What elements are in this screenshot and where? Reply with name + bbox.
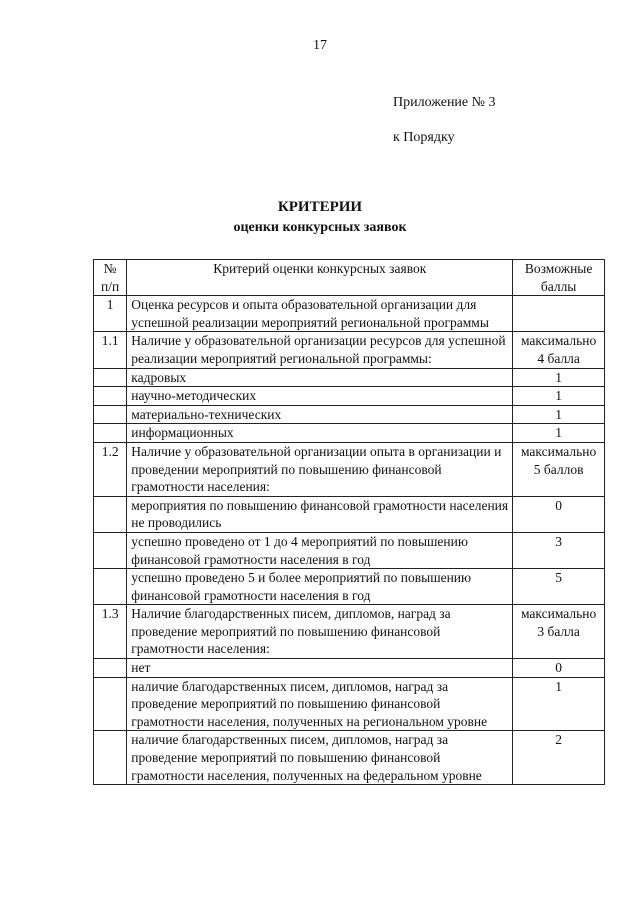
row-num: 1 — [94, 296, 127, 332]
row-points: 1 — [513, 677, 605, 731]
row-num — [94, 569, 127, 605]
row-criterion: научно-методических — [127, 387, 513, 406]
table-row — [94, 332, 605, 368]
header-criterion: Критерий оценки конкурсных заявок — [127, 260, 513, 296]
row-points: 5 — [513, 569, 605, 605]
table-row — [94, 532, 605, 568]
table-row — [94, 442, 605, 496]
table-row — [94, 659, 605, 678]
table-row — [94, 677, 605, 731]
appendix-title: Приложение № 3 — [393, 95, 496, 110]
appendix-subtitle: к Порядку — [393, 130, 455, 145]
table-row — [94, 569, 605, 605]
table-row — [94, 387, 605, 406]
row-points: максимально 5 баллов — [513, 442, 605, 496]
header-points: Возможные баллы — [513, 260, 605, 296]
table-row — [94, 731, 605, 785]
row-criterion: Наличие благодарственных писем, дипломов, наград за проведение мероприятий по повышению финансовой грамотности населения: — [127, 605, 513, 659]
row-points: 1 — [513, 368, 605, 387]
row-num: 1.2 — [94, 442, 127, 496]
row-criterion: кадровых — [127, 368, 513, 387]
table-row — [94, 368, 605, 387]
row-num: 1.1 — [94, 332, 127, 368]
row-criterion: мероприятия по повышению финансовой грамотности населения не проводились — [127, 496, 513, 532]
page-number: 17 — [313, 38, 327, 53]
row-num — [94, 532, 127, 568]
row-criterion: успешно проведено от 1 до 4 мероприятий по повышению финансовой грамотности населения в год — [127, 532, 513, 568]
table-row — [94, 405, 605, 424]
table-row — [94, 424, 605, 443]
row-num — [94, 496, 127, 532]
row-num — [94, 424, 127, 443]
row-points: 0 — [513, 496, 605, 532]
row-num — [94, 405, 127, 424]
row-criterion: наличие благодарственных писем, дипломов, наград за проведение мероприятий по повышению финансовой грамотности населения, полученных на региональном уровне — [127, 677, 513, 731]
row-points: 1 — [513, 405, 605, 424]
row-points: максимально 3 балла — [513, 605, 605, 659]
table-row — [94, 496, 605, 532]
document-title: КРИТЕРИИ — [277, 199, 363, 215]
row-points: 1 — [513, 424, 605, 443]
table-header-row — [94, 260, 605, 296]
row-criterion: информационных — [127, 424, 513, 443]
document-subtitle: оценки конкурсных заявок — [233, 220, 407, 235]
row-num — [94, 731, 127, 785]
row-num — [94, 677, 127, 731]
row-num: 1.3 — [94, 605, 127, 659]
row-criterion: успешно проведено 5 и более мероприятий по повышению финансовой грамотности населения в год — [127, 569, 513, 605]
row-num — [94, 659, 127, 678]
row-criterion: материально-технических — [127, 405, 513, 424]
row-points: 2 — [513, 731, 605, 785]
header-num: № п/п — [94, 260, 127, 296]
row-criterion: нет — [127, 659, 513, 678]
row-points: 3 — [513, 532, 605, 568]
row-num — [94, 368, 127, 387]
row-criterion: наличие благодарственных писем, дипломов, наград за проведение мероприятий по повышению финансовой грамотности населения, полученных на федеральном уровне — [127, 731, 513, 785]
row-points: 1 — [513, 387, 605, 406]
criteria-table — [93, 259, 605, 785]
row-criterion: Оценка ресурсов и опыта образовательной организации для успешной реализации мероприятий региональной программы — [127, 296, 513, 332]
row-points: 0 — [513, 659, 605, 678]
table-row — [94, 605, 605, 659]
row-num — [94, 387, 127, 406]
row-points: максимально 4 балла — [513, 332, 605, 368]
row-criterion: Наличие у образовательной организации ресурсов для успешной реализации мероприятий региональной программы: — [127, 332, 513, 368]
row-points — [513, 296, 605, 332]
row-criterion: Наличие у образовательной организации опыта в организации и проведении мероприятий по повышению финансовой грамотности населения: — [127, 442, 513, 496]
table-row — [94, 296, 605, 332]
